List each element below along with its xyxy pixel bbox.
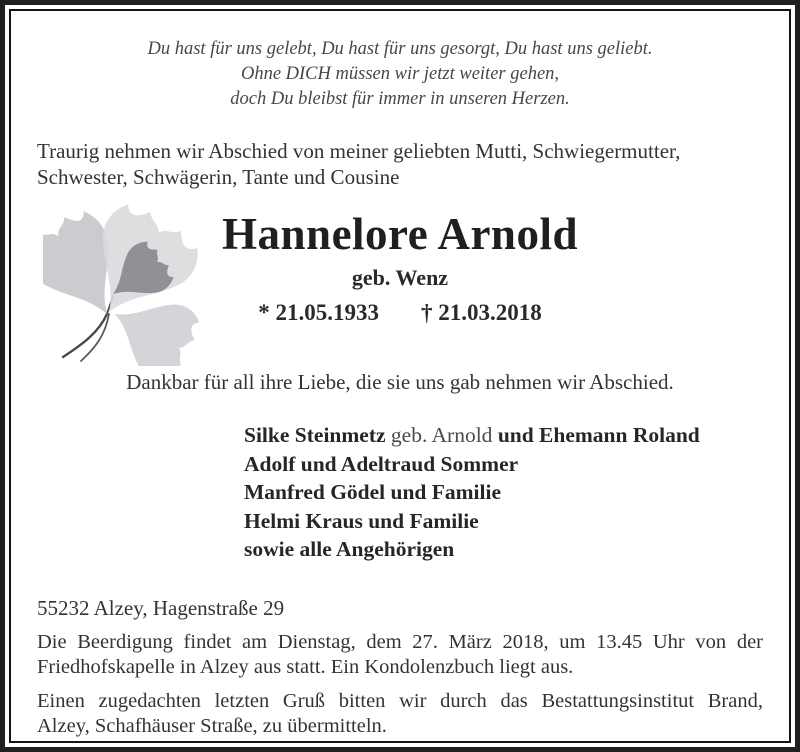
epigraph bbox=[37, 37, 763, 112]
funeral-line: Die Beerdigung findet am Dienstag, dem 27. März 2018, um 13.45 Uhr von der bbox=[37, 630, 763, 653]
name-block bbox=[37, 210, 763, 326]
address-line: 55232 Alzey, Hagenstraße 29 bbox=[37, 595, 285, 620]
mourner-relation: und Ehemann Roland bbox=[497, 423, 700, 447]
death-date: † 21.03.2018 bbox=[421, 300, 542, 325]
condolence-line: Alzey, Schafhäuser Straße, zu übermitteln. bbox=[37, 714, 387, 737]
intro-line: Schwester, Schwägerin, Tante und Cousine bbox=[37, 165, 400, 189]
maiden-name: geb. Wenz bbox=[351, 265, 449, 290]
funeral-line: Friedhofskapelle in Alzey aus statt. Ein Kondolenzbuch liegt aus. bbox=[37, 655, 574, 678]
epigraph-line: Ohne DICH müssen wir jetzt weiter gehen, bbox=[240, 64, 560, 84]
obituary-inner-frame bbox=[9, 9, 791, 743]
mourner-name: Silke Steinmetz bbox=[244, 423, 386, 447]
condolence-paragraph bbox=[37, 689, 763, 739]
mourner-line: Manfred Gödel und Familie bbox=[244, 480, 502, 504]
mourners-list bbox=[244, 421, 763, 564]
deceased-name: Hannelore Arnold bbox=[222, 209, 578, 259]
mourner-line: sowie alle Angehörigen bbox=[244, 537, 455, 561]
birth-date: * 21.05.1933 bbox=[258, 300, 379, 325]
intro-line: Traurig nehmen wir Abschied von meiner geliebten Mutti, Schwiegermutter, bbox=[37, 139, 681, 163]
mourner-maiden-name: geb. Arnold bbox=[390, 423, 493, 447]
mourner-line: Adolf und Adeltraud Sommer bbox=[244, 451, 519, 476]
condolence-line: Einen zugedachten letzten Gruß bitten wir durch das Bestattungsinstitut Brand, bbox=[37, 689, 763, 712]
name-section bbox=[37, 192, 763, 362]
epigraph-line: doch Du bleibst für immer in unseren Herzen. bbox=[230, 89, 570, 109]
intro-paragraph bbox=[37, 138, 763, 190]
funeral-paragraph bbox=[37, 630, 763, 680]
epigraph-line: Du hast für uns gelebt, Du hast für uns gesorgt, Du hast uns geliebt. bbox=[147, 39, 653, 59]
mourner-line: Helmi Kraus und Familie bbox=[244, 508, 479, 533]
mourner-line bbox=[244, 421, 763, 450]
life-dates bbox=[37, 300, 763, 326]
thanks-line: Dankbar für all ihre Liebe, die sie uns gab nehmen wir Abschied. bbox=[126, 370, 674, 394]
